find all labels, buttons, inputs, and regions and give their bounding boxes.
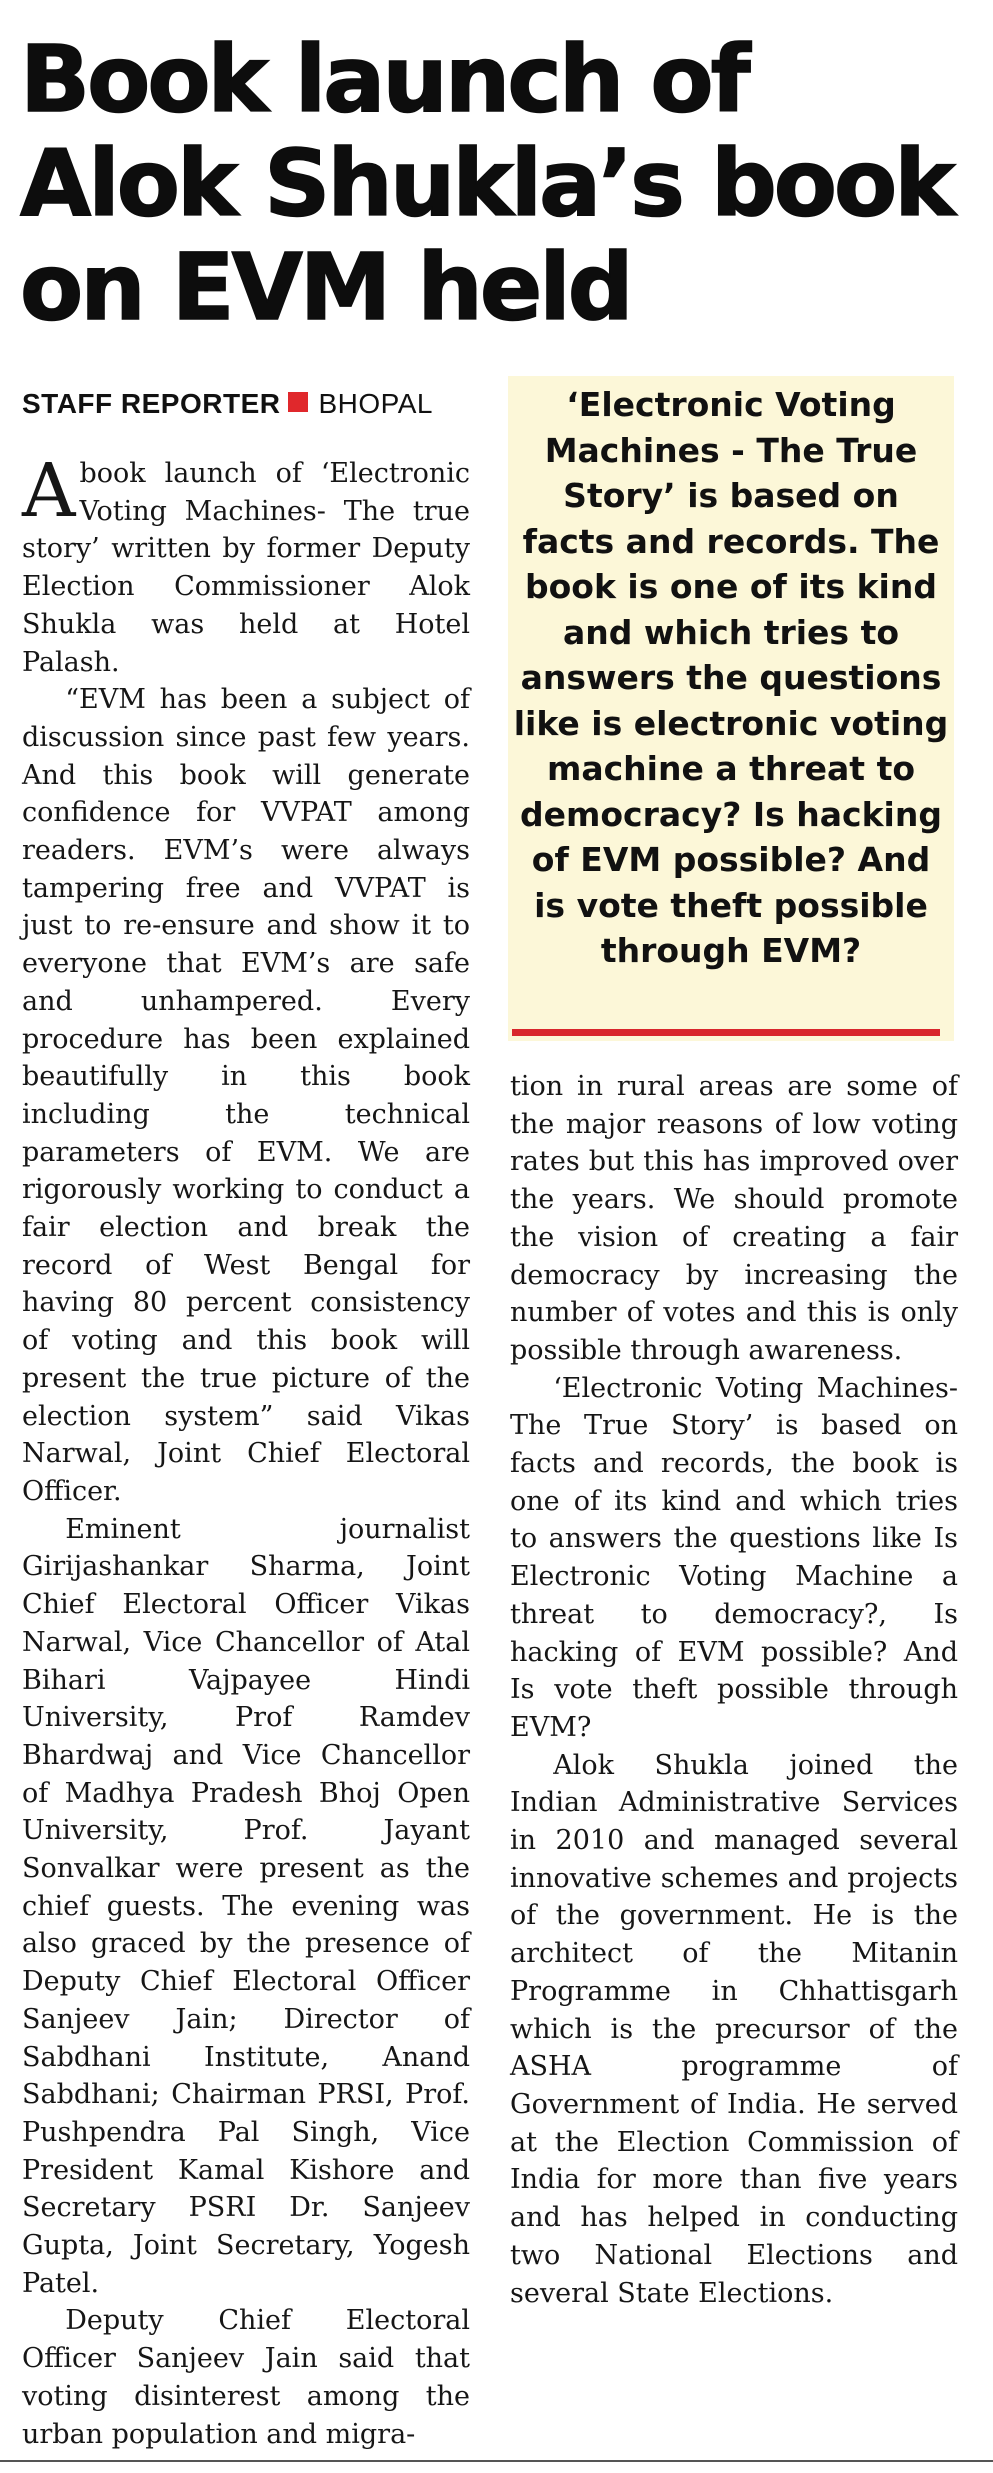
page-bottom-rule	[0, 2460, 993, 2462]
byline	[22, 386, 433, 422]
article-column-left	[22, 448, 470, 2453]
byline-place: BHOPAL	[318, 388, 434, 419]
paragraph-deputy-continued: tion in rural areas are some of the major reasons of low voting rates but this has improved over the years. We should promote the vision of creating a fair democracy by increasing the number of votes and this is only possible through awareness.	[510, 1071, 958, 1366]
headline: Book launch of Alok Shukla’s book on EVM held	[20, 26, 953, 341]
paragraph-author-bio: Alok Shukla joined the Indian Administrative Services in 2010 and managed several innovative schemes and projects of the government. He is the architect of the Mitanin Programme in Chhattisgarh which is the precursor of the ASHA programme of Government of India. He served at the Election Commission of India for more than five years and has helped in conducting two National Elections and several State Elections.	[510, 1749, 958, 2309]
drop-cap: A	[22, 448, 76, 534]
byline-separator-square	[288, 392, 308, 412]
paragraph-guests: Eminent journalist Girijashankar Sharma, Joint Chief Electoral Officer Vikas Narwal, Vice Chancellor of Atal Bihari Vajpayee Hindi University, Prof Ramdev Bhardwaj and Vice Chancellor of Madhya Pradesh Bhoj Open University, Prof. Jayant Sonvalkar were present as the chief guests. The evening was also graced by the presence of Deputy Chief Electoral Officer Sanjeev Jain; Director of Sabdhani Institute, Anand Sabdhani; Chairman PRSI, Prof. Pushpendra Pal Singh, Vice President Kamal Kishore and Secretary PSRI Dr. Sanjeev Gupta, Joint Secretary, Yogesh Patel.	[22, 1513, 470, 2299]
pullquote-box	[508, 376, 954, 1041]
paragraph-quote: “EVM has been a subject of discussion since past few years. And this book will generate confidence for VVPAT among readers. EVM’s were always tampering free and VVPAT is just to re-ensure and show it to everyone that EVM’s are safe and unhampered. Every procedure has been explained beautifully in this book including the technical parameters of EVM. We are rigorously working to conduct a fair election and break the record of West Bengal for having 80 percent consistency of voting and this book will present the true picture of the election system” said Vikas Narwal, Joint Chief Electoral Officer.	[22, 684, 470, 1507]
byline-author: STAFF REPORTER	[22, 388, 281, 419]
pullquote-red-rule	[512, 1029, 940, 1036]
pullquote-text: ‘Electronic Voting Machines - The True Story’ is based on facts and records. The book is one of its kind and which tries to answers the questions like is electronic voting machine a threat to democracy? Is hacking of EVM possible? And is vote theft possible through EVM?	[513, 385, 949, 970]
paragraph-book-summary: ‘Electronic Voting Machines- The True Story’ is based on facts and records, the book is one of its kind and which tries to answers the questions like Is Electronic Voting Machine a threat to democracy?, Is hacking of EVM possible? And Is vote theft possible through EVM?	[510, 1372, 958, 1743]
paragraph-intro-text: book launch of ‘Electronic Voting Machines- The true story’ written by former Deputy Election Commissioner Alok Shukla was held at Hotel Palash.	[22, 458, 470, 678]
paragraph-intro	[22, 448, 470, 681]
paragraph-deputy-start: Deputy Chief Electoral Officer Sanjeev Jain said that voting disinterest among the urban population and migra-	[22, 2305, 470, 2450]
article-column-right	[510, 1068, 958, 2312]
